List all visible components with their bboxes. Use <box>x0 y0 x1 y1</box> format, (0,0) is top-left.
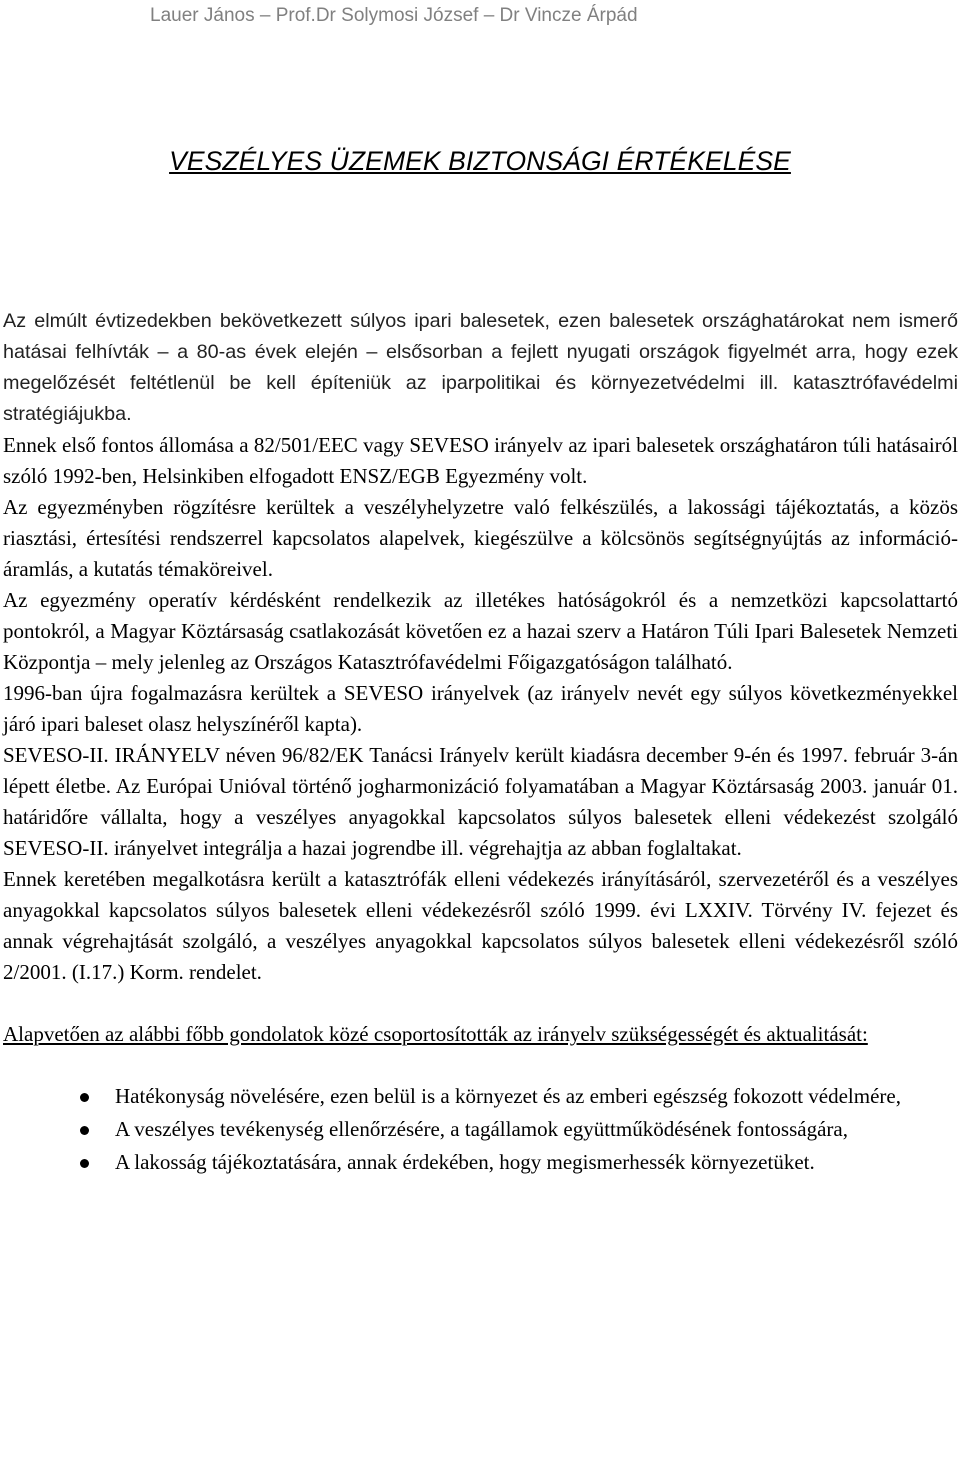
spacer <box>3 1050 958 1081</box>
paragraph-intro: Az elmúlt évtizedekben bekövetkezett súlyos ipari balesetek, ezen balesetek országhatárokat nem ismerő hatásai felhívták – a 80-as évek elején – elsősorban a fejlett nyugati országok figyelmét arra, hogy ezek megelőzését feltétlenül be kell építeniük az iparpolitikai és környezetvédelmi ill. katasztrófavédelmi stratégiájukba. <box>3 310 958 425</box>
document-title: VESZÉLYES ÜZEMEK BIZTONSÁGI ÉRTÉKELÉSE <box>169 146 791 176</box>
list-item-text: A veszélyes tevékenység ellenőrzésére, a tagállamok együttműködésének fontosságára, <box>115 1117 848 1141</box>
paragraph-seveso-ii: SEVESO-II. IRÁNYELV néven 96/82/EK Tanácsi Irányelv került kiadásra december 9-én és 1997. február 3-án lépett életbe. Az Európai Unióval történő jogharmonizáció folyamatában a Magyar Köztársaság 2003. január 01. határidőre vállalta, hogy a veszélyes anyagokkal kapcsolatos súlyos balesetek elleni védekezést szolgáló SEVESO-II. irányelvet integrálja a hazai jogrendbe ill. végrehajtja az abban foglaltakat. <box>3 743 958 860</box>
paragraph-1996: 1996-ban újra fogalmazásra kerültek a SEVESO irányelvek (az irányelv nevét egy súlyos következményekkel járó ipari baleset olasz helyszínéről kapta). <box>3 681 958 736</box>
list-item <box>3 1114 958 1145</box>
bullet-icon <box>80 1159 89 1168</box>
paragraph-operative: Az egyezmény operatív kérdésként rendelkezik az illetékes hatóságokról és a nemzetközi kapcsolattartó pontokról, a Magyar Köztársaság csatlakozását követően ez a hazai szerv a Határon Túli Ipari Balesetek Nemzeti Központja – mely jelenleg az Országos Katasztrófavédelmi Főigazgatóságon található. <box>3 588 958 674</box>
paragraph-law: Ennek keretében megalkotásra került a katasztrófák elleni védekezés irányításáról, szervezetéről és a veszélyes anyagokkal kapcsolatos súlyos balesetek elleni védekezésről szóló 1999. évi LXXIV. Törvény IV. fejezet és annak végrehajtását szolgáló, a veszélyes anyagokkal kapcsolatos súlyos balesetek elleni védekezésről szóló 2/2001. (I.17.) Korm. rendelet. <box>3 867 958 984</box>
paragraph-seveso-first: Ennek első fontos állomása a 82/501/EEC vagy SEVESO irányelv az ipari balesetek országhatáron túli hatásairól szóló 1992-ben, Helsinkiben elfogadott ENSZ/EGB Egyezmény volt. <box>3 433 958 488</box>
bullet-icon <box>80 1126 89 1135</box>
bullet-icon <box>80 1093 89 1102</box>
list-item <box>3 1081 958 1112</box>
list-heading: Alapvetően az alábbi főbb gondolatok közé csoportosították az irányelv szükségességét és aktualitását: <box>3 1022 868 1046</box>
paragraph-convention: Az egyezményben rögzítésre kerültek a veszélyhelyzetre való felkészülés, a lakossági tájékoztatás, a közös riasztási, értesítési rendszerrel kapcsolatos alapelvek, kiegészülve a kölcsönös segítségnyújtás az információ-áramlás, a kutatás témaköreivel. <box>3 495 958 581</box>
bullet-list <box>3 1081 958 1178</box>
list-item <box>3 1147 958 1178</box>
document-body <box>3 306 958 1180</box>
list-item-text: A lakosság tájékoztatására, annak érdekében, hogy megismerhessék környezetüket. <box>115 1150 815 1174</box>
running-header-authors: Lauer János – Prof.Dr Solymosi József – Dr Vincze Árpád <box>150 5 638 26</box>
list-item-text: Hatékonyság növelésére, ezen belül is a környezet és az emberi egészség fokozott védelmére, <box>115 1084 901 1108</box>
spacer <box>3 988 958 1019</box>
